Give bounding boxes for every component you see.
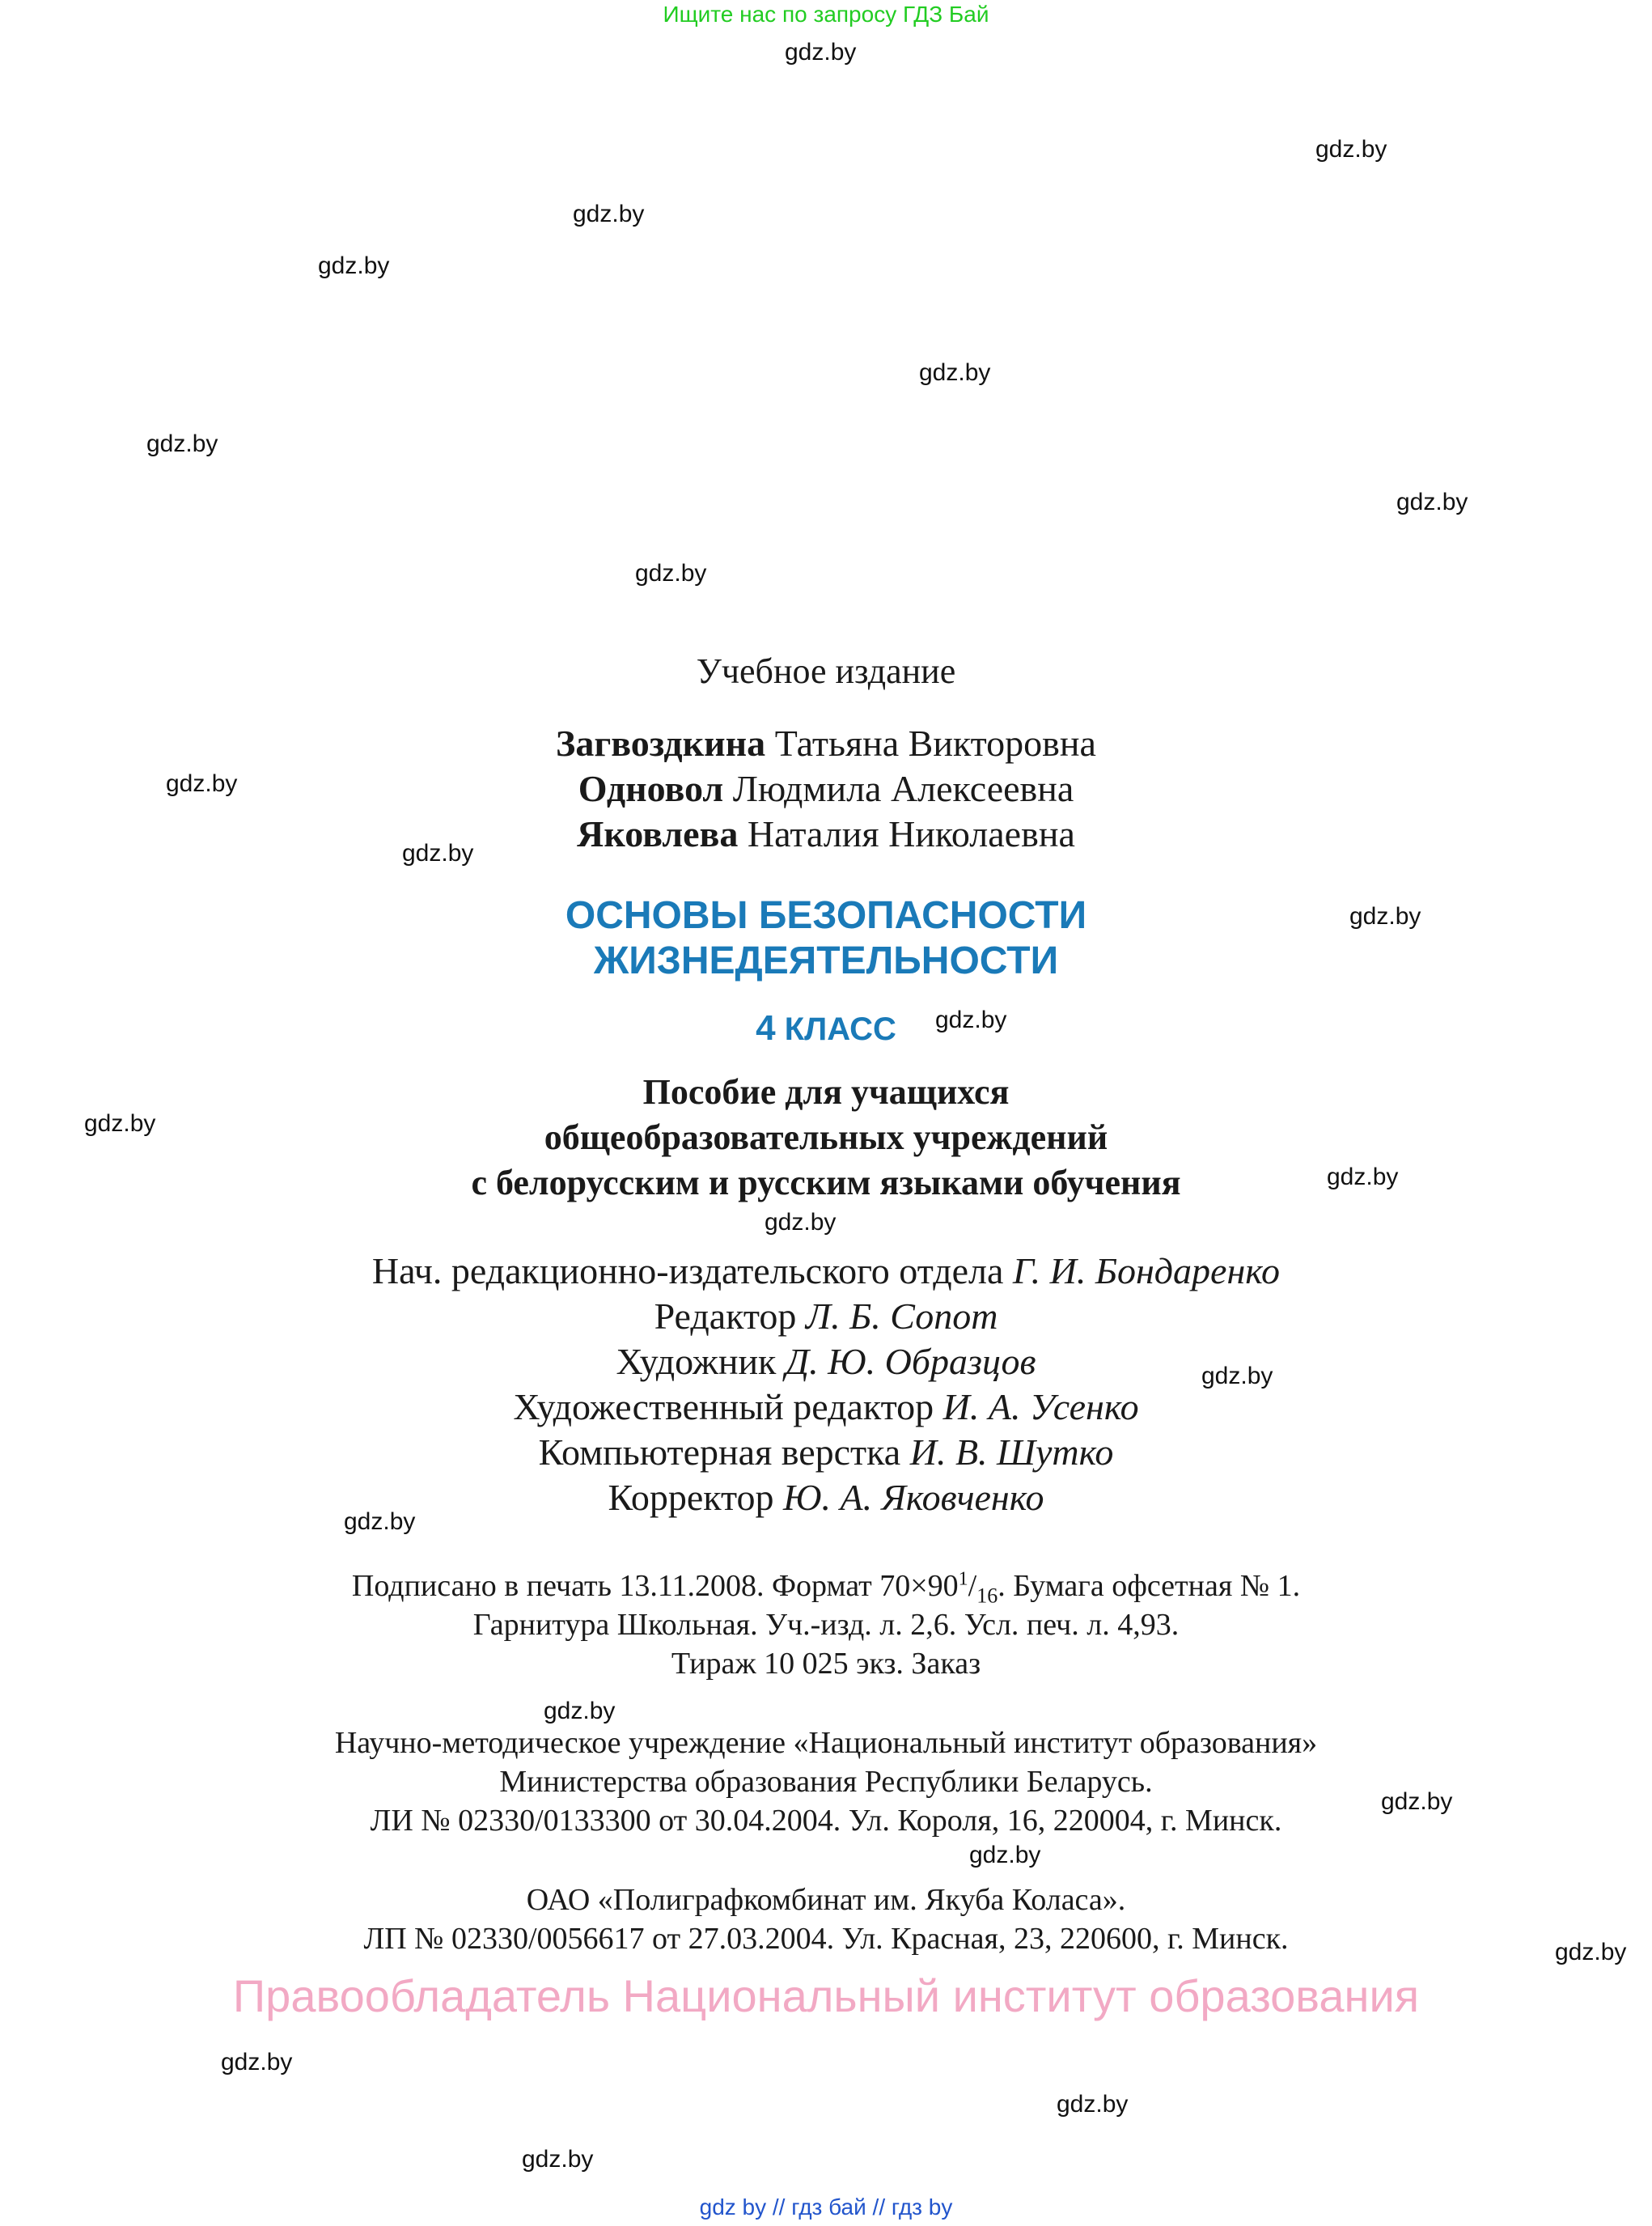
author-line [0,722,1652,765]
author-surname: Яковлева [577,813,739,854]
publisher-line-1: Научно-методическое учреждение «Национальный институт образования» [334,1726,1318,1760]
staff-person: И. В. Шутко [909,1431,1114,1473]
grade-number: 4 [756,1008,776,1048]
author-name: Татьяна Викторовна [774,723,1096,764]
staff-line [0,1340,1652,1383]
purpose-line-1: Пособие для учащихся [642,1072,1010,1112]
watermark: gdz.by [1327,1164,1399,1190]
staff-line [0,1249,1652,1292]
watermark: gdz.by [318,252,390,279]
watermark: gdz.by [166,770,238,797]
print-info-line-2: Гарнитура Школьная. Уч.-изд. л. 2,6. Усл. печ. л. 4,93. [472,1608,1180,1642]
book-title-line-1: ОСНОВЫ БЕЗОПАСНОСТИ [565,894,1087,937]
top-banner: Ищите нас по запросу ГДЗ Бай [663,2,989,27]
staff-person: Л. Б. Сопот [805,1295,998,1337]
staff-line [0,1476,1652,1519]
watermark: gdz.by [785,39,857,66]
print-info-suffix: . Бумага офсетная № 1. [998,1569,1301,1603]
watermark: gdz.by [1381,1788,1453,1815]
watermark: gdz.by [84,1110,156,1137]
print-info-prefix: Подписано в печать 13.11.2008. Формат 70×90 [351,1569,959,1603]
watermark: gdz.by [522,2146,594,2173]
author-line [0,767,1652,810]
watermark: gdz.by [919,359,991,386]
watermark: gdz.by [1396,489,1468,515]
watermark: gdz.by [146,430,218,457]
rights-holder: Правообладатель Национальный институт образования [232,1970,1420,2021]
author-name: Наталия Николаевна [747,813,1075,854]
staff-person: Ю. А. Яковченко [783,1477,1044,1518]
staff-person: И. А. Усенко [942,1386,1139,1427]
publisher-line-2: Министерства образования Республики Беларусь. [499,1765,1153,1799]
staff-line [0,1295,1652,1338]
print-info-line-3: Тираж 10 025 экз. Заказ [671,1647,981,1681]
book-title-line-2: ЖИЗНЕДЕЯТЕЛЬНОСТИ [593,939,1059,982]
staff-role: Корректор [608,1477,774,1518]
author-surname: Загвоздкина [556,723,766,764]
author-line [0,812,1652,855]
print-info-line-1: Подписано в печать 13.11.2008. Формат $70\times 90^1/_{16}$. Бумага офсетная № 1. [351,1568,1301,1608]
printer-line-2: ЛП № 02330/0056617 от 27.03.2004. Ул. Красная, 23, 220600, г. Минск. [363,1922,1289,1956]
staff-role: Художник [616,1341,777,1382]
staff-person: Д. Ю. Образцов [785,1341,1036,1382]
watermark: gdz.by [765,1209,837,1236]
watermark: gdz.by [544,1698,616,1724]
grade-label: КЛАСС [784,1011,896,1047]
watermark: gdz.by [1555,1939,1627,1965]
watermark: gdz.by [1201,1363,1273,1389]
watermark: gdz.by [573,201,645,227]
author-surname: Одновол [578,768,724,809]
watermark: gdz.by [1315,136,1387,163]
watermark: gdz.by [969,1842,1041,1868]
format-numerator: 1 [958,1568,968,1590]
grade [0,1008,1652,1049]
format-denominator: 16 [976,1584,998,1608]
purpose-line-2: общеобразовательных учреждений [544,1117,1108,1157]
edition-type: Учебное издание [696,651,956,691]
staff-role: Художественный редактор [513,1386,934,1427]
footer-links[interactable]: gdz by // гдз бай // гдз by [699,2194,953,2220]
staff-line [0,1385,1652,1428]
staff-line [0,1431,1652,1473]
watermark: gdz.by [402,840,474,867]
watermark: gdz.by [344,1508,416,1535]
staff-role: Компьютерная верстка [538,1431,901,1473]
purpose-line-3: с белорусским и русским языками обучения [471,1163,1181,1202]
printer-line-1: ОАО «Полиграфкомбинат им. Якуба Коласа». [526,1883,1126,1917]
author-name: Людмила Алексеевна [732,768,1074,809]
watermark: gdz.by [935,1007,1007,1033]
staff-person: Г. И. Бондаренко [1012,1250,1281,1291]
watermark: gdz.by [1057,2091,1129,2118]
publisher-line-3: ЛИ № 02330/0133300 от 30.04.2004. Ул. Короля, 16, 220004, г. Минск. [370,1804,1282,1838]
staff-role: Редактор [654,1295,797,1337]
watermark: gdz.by [221,2049,293,2075]
staff-role: Нач. редакционно-издательского отдела [371,1250,1004,1291]
watermark: gdz.by [635,560,707,587]
watermark: gdz.by [1349,903,1421,930]
